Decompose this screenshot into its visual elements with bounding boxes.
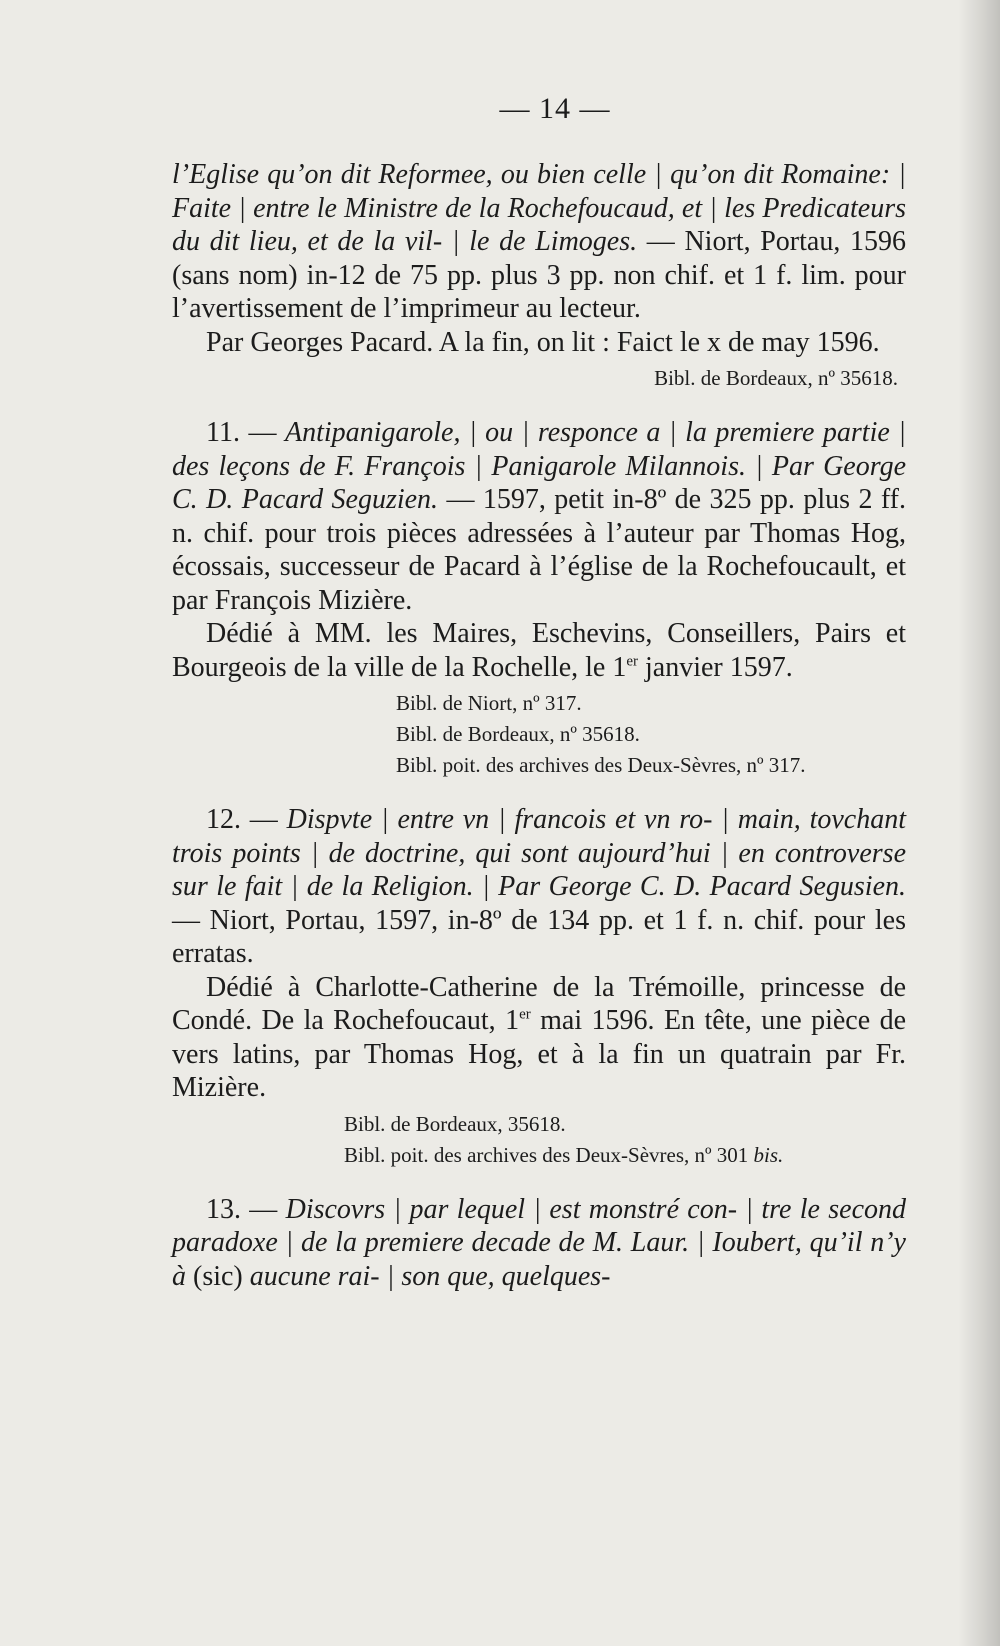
entry-13-description xyxy=(172,1193,906,1294)
entry-12-bibl-bis: bis. xyxy=(753,1142,784,1167)
entry-11-details: — 1597, petit in-8º de 325 pp. plus 2 ff. n. chif. pour trois pièces adressées à l’auteur par Thomas Hog, écossais, successeur de Pacard à l’église de la Rochefoucault, et par François Mizière. xyxy=(172,484,906,616)
entry-10-description xyxy=(172,158,906,326)
entry-11-dedication-text: Dédié à MM. les Maires, Eschevins, Conseillers, Pairs et Bourgeois de la ville de la Rochelle, le 1 xyxy=(172,618,906,683)
entry-12-dedication-rest: mai 1596. En tête, une pièce de vers latins, par Thomas Hog, et à la fin un quatrain par Fr. Mizière. xyxy=(172,1005,906,1103)
entry-12-number: 12. — xyxy=(206,804,287,835)
entry-12-bibl-bordeaux: Bibl. de Bordeaux, 35618. xyxy=(344,1111,566,1136)
page-body xyxy=(172,158,906,1293)
entry-11-bibl-list xyxy=(396,688,906,781)
entry-10-bibl: Bibl. de Bordeaux, nº 35618. xyxy=(654,366,898,390)
entry-11-title: Antipanigarole, | ou | responce a | la premiere partie | des leçons de F. François | Panigarole Milannois. | Par George C. D. Pacard Seguzien. xyxy=(172,417,906,515)
entry-11-bibl-poitou: Bibl. poit. des archives des Deux-Sèvres, nº 317. xyxy=(396,753,806,777)
page-number: — 14 — xyxy=(499,92,611,125)
entry-13-title-part2: aucune rai- | son que, quelques- xyxy=(242,1260,611,1292)
entry-11-number: 11. — xyxy=(206,417,285,448)
entry-12-dedication xyxy=(172,971,906,1105)
entry-11-dedication-date: janvier 1597. xyxy=(638,651,793,683)
entry-12-bibl-poitou xyxy=(344,1140,906,1171)
entry-13-number: 13. — xyxy=(206,1193,286,1225)
entry-12-description xyxy=(172,803,906,971)
entry-11-dedication xyxy=(172,617,906,684)
entry-11-bibl-bordeaux: Bibl. de Bordeaux, nº 35618. xyxy=(396,722,640,746)
entry-12-bibl-list xyxy=(344,1109,906,1171)
page-gutter-shadow xyxy=(958,0,1000,1646)
entry-11-ordinal: er xyxy=(626,653,639,670)
entry-13-sic: (sic) xyxy=(193,1260,243,1292)
entry-12-title: Dispvte | entre vn | francois et vn ro- | main, tovchant trois points | de doctrine, qui sont aujourd’hui | en controverse sur le fait | de la Religion. | Par George C. D. Pacard Segusien. xyxy=(172,804,906,902)
entry-10-title: l’Eglise qu’on dit Reformee, ou bien celle | qu’on dit Romaine: | Faite | entre le Ministre de la Rochefoucaud, et | les Predicateurs du dit lieu, et de la vil- | le de Limoges. xyxy=(172,159,906,257)
entry-13-title-part1: Discovrs | par lequel | est monstré con- | tre le second paradoxe | de la premiere decade de M. Laur. | Ioubert, qu’il n’y à xyxy=(172,1193,907,1292)
entry-12-details: — Niort, Portau, 1597, in-8º de 134 pp. et 1 f. n. chif. pour les erratas. xyxy=(172,904,906,969)
entry-12-dedication-text: Dédié à Charlotte-Catherine de la Trémoille, princesse de Condé. De la Rochefoucaut, 1 xyxy=(172,971,906,1036)
entry-10-details: — Niort, Portau, 1596 (sans nom) in-12 de 75 pp. plus 3 pp. non chif. et 1 f. lim. pour l’avertissement de l’imprimeur au lecteur. xyxy=(172,226,906,324)
entry-11-bibl-niort: Bibl. de Niort, nº 317. xyxy=(396,691,582,715)
entry-11-description xyxy=(172,416,906,617)
entry-12-ordinal: er xyxy=(519,1006,531,1023)
entry-10-note: Par Georges Pacard. A la fin, on lit : Faict le x de may 1596. xyxy=(206,326,880,358)
entry-12-bibl-poitou-text: Bibl. poit. des archives des Deux-Sèvres, nº 301 xyxy=(344,1142,754,1167)
